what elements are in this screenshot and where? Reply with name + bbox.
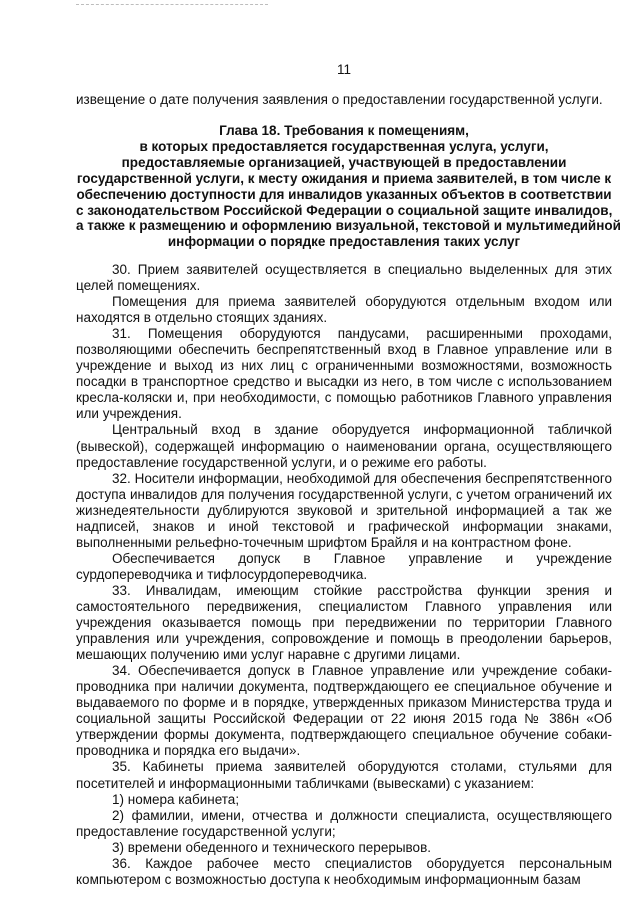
- paragraph-36: 36. Каждое рабочее место специалистов оборудуется персональным компьютером с возможностью доступа к необходимым информационным базам: [76, 855, 612, 887]
- paragraph-34: 34. Обеспечивается допуск в Главное управление или учреждение собаки-проводника при наличии документа, подтверждающего ее специальное обучение и выдаваемого по форме и в порядке, утвержденных приказом Министерства труда и социальной защиты Российской Федерации от 22 июня 2015 года № 386н «Об утверждении формы документа, подтверждающего специальное обучение собаки-проводника и порядка его выдачи».: [76, 663, 612, 759]
- chapter-heading: [76, 123, 621, 250]
- chapter-heading-line: Глава 18. Требования к помещениям,: [219, 123, 469, 138]
- chapter-heading-line: государственной услуги, к месту ожидания и приема заявителей, в том числе к: [76, 170, 612, 186]
- paragraph-35: 35. Кабинеты приема заявителей оборудуются столами, стульями для посетителей и информационными табличками (вывесками) с указанием:: [76, 759, 612, 791]
- page-number: 11: [336, 62, 351, 77]
- chapter-heading-line: а также к размещению и оформлению визуальной, текстовой и мультимедийной: [76, 218, 621, 234]
- paragraph-30: 30. Прием заявителей осуществляется в специально выделенных для этих целей помещениях.: [76, 262, 612, 294]
- paragraph-33: 33. Инвалидам, имеющим стойкие расстройства функции зрения и самостоятельного передвижения, специалистом Главного управления или учреждения оказывается помощь при передвижении по территории Главного управления или учреждения, сопровождение и помощь в преодолении барьеров, мешающих получению ими услуг наравне с другими лицами.: [76, 582, 612, 663]
- document-page: [76, 0, 621, 905]
- paragraph-32-access: Обеспечивается допуск в Главное управление и учреждение сурдопереводчика и тифлосурдопереводчика.: [76, 550, 612, 582]
- body-text: [76, 262, 612, 888]
- paragraph-31-entrance: Центральный вход в здание оборудуется информационной табличкой (вывеской), содержащей информацию о наименовании органа, осуществляющего предоставление государственной услуги, и о режиме его работы.: [76, 422, 612, 470]
- chapter-heading-line: в которых предоставляется государственная услуга, услуги,: [139, 138, 549, 154]
- chapter-heading-line: информации о порядке предоставления таких услуг: [167, 234, 521, 250]
- list-item: 3) времени обеденного и технического перерывов.: [112, 839, 431, 855]
- top-divider: [76, 4, 268, 5]
- chapter-heading-line: с законодательством Российской Федерации о социальной защите инвалидов,: [76, 202, 613, 218]
- continued-text-line: извещение о дате получения заявления о предоставлении государственной услуги.: [76, 92, 603, 107]
- chapter-heading-line: предоставляемые организацией, участвующей в предоставлении: [121, 154, 567, 170]
- chapter-heading-line: обеспечению доступности для инвалидов указанных объектов в соответствии: [76, 186, 612, 202]
- list-item: 2) фамилии, имени, отчества и должности специалиста, осуществляющего предоставление государственной услуги;: [76, 807, 612, 839]
- paragraph-30-premises: Помещения для приема заявителей оборудуются отдельным входом или находятся в отдельно стоящих зданиях.: [76, 294, 612, 326]
- paragraph-31: 31. Помещения оборудуются пандусами, расширенными проходами, позволяющими обеспечить беспрепятственный вход в Главное управление или в учреждение и выход из них лиц с ограниченными возможностями, возможность посадки в транспортное средство и высадки из него, в том числе с использованием кресла-коляски и, при необходимости, с помощью работников Главного управления или учреждения.: [76, 326, 612, 422]
- paragraph-32: 32. Носители информации, необходимой для обеспечения беспрепятственного доступа инвалидов для получения государственной услуги, с учетом ограничений их жизнедеятельности дублируются звуковой и зрительной информацией а так же надписей, знаков и иной текстовой и графической информации знаками, выполненными рельефно-точечным шрифтом Брайля и на контрастном фоне.: [76, 470, 612, 550]
- list-item: 1) номера кабинета;: [112, 791, 240, 807]
